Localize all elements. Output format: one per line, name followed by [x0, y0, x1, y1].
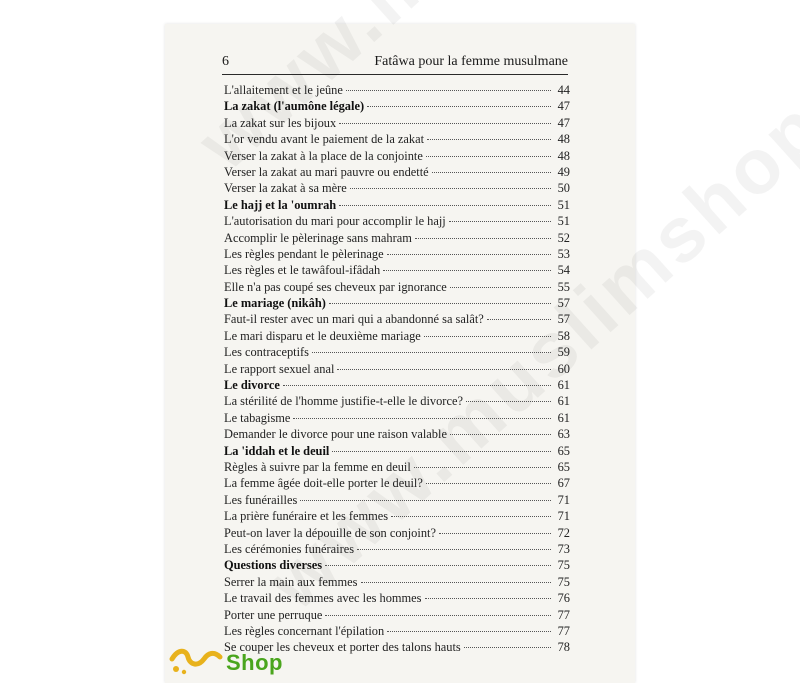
toc-entry-label: Le rapport sexuel anal	[224, 361, 335, 376]
toc-leader-dots	[339, 122, 551, 124]
toc-leader-dots	[312, 351, 551, 353]
toc-page-number: 51	[557, 197, 570, 212]
toc-entry-row	[224, 180, 570, 196]
toc-page-number: 52	[557, 230, 570, 245]
toc-entry-row	[224, 492, 570, 508]
toc-page-number: 63	[557, 427, 570, 442]
toc-page-number: 61	[557, 394, 570, 409]
toc-entry-label: Règles à suivre par la femme en deuil	[224, 459, 411, 474]
toc-section-row	[224, 377, 570, 393]
toc-page-number: 48	[557, 132, 570, 147]
toc-entry-row	[224, 328, 570, 344]
toc-entry-label: Se couper les cheveux et porter des talons hauts	[224, 640, 461, 655]
toc-entry-row	[224, 426, 570, 442]
toc-entry-label: Elle n'a pas coupé ses cheveux par ignorance	[224, 279, 447, 294]
toc-leader-dots	[426, 155, 551, 157]
toc-page-number: 72	[557, 525, 570, 540]
toc-page-number: 54	[557, 263, 570, 278]
toc-entry-label: L'or vendu avant le paiement de la zakat	[224, 132, 425, 147]
toc-leader-dots	[464, 646, 551, 648]
toc-entry-row	[224, 82, 570, 98]
toc-entry-row	[224, 393, 570, 409]
toc-leader-dots	[357, 548, 551, 550]
toc-entry-row	[224, 361, 570, 377]
toc-entry-label: La zakat (l'aumône légale)	[224, 99, 365, 114]
toc-page-number: 55	[557, 279, 570, 294]
toc-entry-row	[224, 574, 570, 590]
toc-entry-label: Les règles et le tawâfoul-ifâdah	[224, 263, 381, 278]
toc-entry-label: Demander le divorce pour une raison valable	[224, 427, 447, 442]
toc-page-number: 65	[557, 459, 570, 474]
toc-page-number: 47	[557, 99, 570, 114]
toc-leader-dots	[450, 286, 551, 288]
toc-leader-dots	[427, 138, 551, 140]
toc-entry-label: La zakat sur les bijoux	[224, 115, 337, 130]
toc-entry-label: La stérilité de l'homme justifie-t-elle le divorce?	[224, 394, 463, 409]
toc-entry-label: Les règles pendant le pèlerinage	[224, 246, 384, 261]
toc-section-row	[224, 557, 570, 573]
toc-leader-dots	[414, 466, 551, 468]
toc-page-number: 53	[557, 246, 570, 261]
toc-leader-dots	[339, 204, 551, 206]
toc-entry-label: Porter une perruque	[224, 607, 323, 622]
toc-leader-dots	[329, 302, 551, 304]
toc-leader-dots	[300, 499, 551, 501]
toc-entry-row	[224, 262, 570, 278]
toc-leader-dots	[450, 433, 551, 435]
toc-entry-row	[224, 246, 570, 262]
logo-text: Shop	[226, 650, 283, 675]
toc-page-number: 57	[557, 312, 570, 327]
toc-leader-dots	[367, 105, 551, 107]
running-title: Fatâwa pour la femme musulmane	[374, 54, 568, 69]
toc-leader-dots	[425, 597, 552, 599]
toc-page-number: 60	[557, 361, 570, 376]
toc-entry-label: Les contraceptifs	[224, 345, 309, 360]
toc-entry-row	[224, 279, 570, 295]
toc-leader-dots	[424, 335, 551, 337]
toc-entry-row	[224, 213, 570, 229]
toc-entry-row	[224, 131, 570, 147]
toc-entry-label: Le travail des femmes avec les hommes	[224, 591, 422, 606]
toc-entry-row	[224, 344, 570, 360]
toc-leader-dots	[325, 564, 551, 566]
toc-leader-dots	[432, 171, 551, 173]
toc-page-number: 50	[557, 181, 570, 196]
page-number: 6	[222, 54, 229, 69]
toc-leader-dots	[337, 368, 551, 370]
toc-entry-row	[224, 475, 570, 491]
toc-page-number: 77	[557, 607, 570, 622]
toc-entry-label: Verser la zakat au mari pauvre ou endetté	[224, 164, 429, 179]
toc-entry-row	[224, 410, 570, 426]
toc-entry-row	[224, 541, 570, 557]
toc-section-row	[224, 98, 570, 114]
toc-entry-label: L'allaitement et le jeûne	[224, 83, 343, 97]
toc-page-number: 67	[557, 476, 570, 491]
toc-page-number: 49	[557, 164, 570, 179]
toc-entry-label: L'autorisation du mari pour accomplir le hajj	[224, 214, 446, 229]
toc-entry-label: Le hajj et la 'oumrah	[224, 197, 337, 212]
toc-entry-row	[224, 148, 570, 164]
toc-entry-label: La prière funéraire et les femmes	[224, 509, 389, 524]
toc-entry-label: Le tabagisme	[224, 410, 291, 425]
toc-leader-dots	[283, 384, 551, 386]
table-of-contents	[224, 82, 570, 656]
toc-entry-row	[224, 525, 570, 541]
toc-entry-row	[224, 115, 570, 131]
toc-entry-label: Verser la zakat à sa mère	[224, 181, 347, 196]
toc-page-number: 47	[557, 115, 570, 130]
toc-entry-row	[224, 607, 570, 623]
toc-leader-dots	[466, 400, 551, 402]
toc-entry-row	[224, 590, 570, 606]
toc-page-number: 77	[557, 623, 570, 638]
toc-page-number: 58	[557, 328, 570, 343]
toc-leader-dots	[487, 318, 551, 320]
toc-leader-dots	[325, 614, 551, 616]
toc-page-number: 48	[557, 148, 570, 163]
toc-leader-dots	[383, 269, 551, 271]
toc-entry-label: Les règles concernant l'épilation	[224, 623, 385, 638]
toc-page-number: 61	[557, 378, 570, 393]
toc-entry-row	[224, 230, 570, 246]
toc-entry-label: Le mariage (nikâh)	[224, 296, 326, 311]
toc-leader-dots	[426, 482, 551, 484]
toc-page-number: 73	[557, 541, 570, 556]
toc-leader-dots	[293, 417, 551, 419]
toc-section-row	[224, 443, 570, 459]
toc-page-number: 75	[557, 558, 570, 573]
toc-page-number: 75	[557, 574, 570, 589]
toc-page-number: 44	[557, 83, 570, 97]
toc-page-number: 59	[557, 345, 570, 360]
toc-entry-label: Peut-on laver la dépouille de son conjoint?	[224, 525, 436, 540]
toc-leader-dots	[361, 581, 552, 583]
toc-entry-label: Le divorce	[224, 378, 280, 393]
toc-page-number: 57	[557, 296, 570, 311]
toc-entry-label: Le mari disparu et le deuxième mariage	[224, 328, 421, 343]
toc-entry-label: Serrer la main aux femmes	[224, 574, 358, 589]
toc-page-number: 51	[557, 214, 570, 229]
toc-section-row	[224, 197, 570, 213]
toc-entry-label: Verser la zakat à la place de la conjointe	[224, 148, 423, 163]
toc-leader-dots	[387, 253, 551, 255]
toc-leader-dots	[387, 630, 551, 632]
toc-section-row	[224, 295, 570, 311]
toc-leader-dots	[350, 187, 551, 189]
toc-entry-label: Les cérémonies funéraires	[224, 541, 355, 556]
toc-entry-row	[224, 459, 570, 475]
toc-leader-dots	[439, 532, 551, 534]
toc-entry-row	[224, 164, 570, 180]
header-rule	[222, 74, 568, 75]
toc-page-number: 61	[557, 410, 570, 425]
toc-leader-dots	[449, 220, 551, 222]
toc-entry-label: Questions diverses	[224, 558, 323, 573]
toc-leader-dots	[391, 515, 551, 517]
toc-entry-row	[224, 623, 570, 639]
toc-entry-label: La 'iddah et le deuil	[224, 443, 330, 458]
toc-page-number: 78	[557, 640, 570, 655]
toc-leader-dots	[346, 89, 551, 91]
toc-entry-label: La femme âgée doit-elle porter le deuil?	[224, 476, 423, 491]
toc-entry-label: Accomplir le pèlerinage sans mahram	[224, 230, 412, 245]
toc-entry-row	[224, 311, 570, 327]
toc-page-number: 71	[557, 509, 570, 524]
toc-leader-dots	[332, 450, 551, 452]
toc-entry-row	[224, 508, 570, 524]
toc-page-number: 65	[557, 443, 570, 458]
toc-page-number: 71	[557, 492, 570, 507]
toc-page-number: 76	[557, 591, 570, 606]
toc-leader-dots	[415, 237, 551, 239]
toc-entry-label: Faut-il rester avec un mari qui a abandonné sa salât?	[224, 312, 484, 327]
page-header	[222, 54, 568, 74]
toc-entry-label: Les funérailles	[224, 492, 298, 507]
